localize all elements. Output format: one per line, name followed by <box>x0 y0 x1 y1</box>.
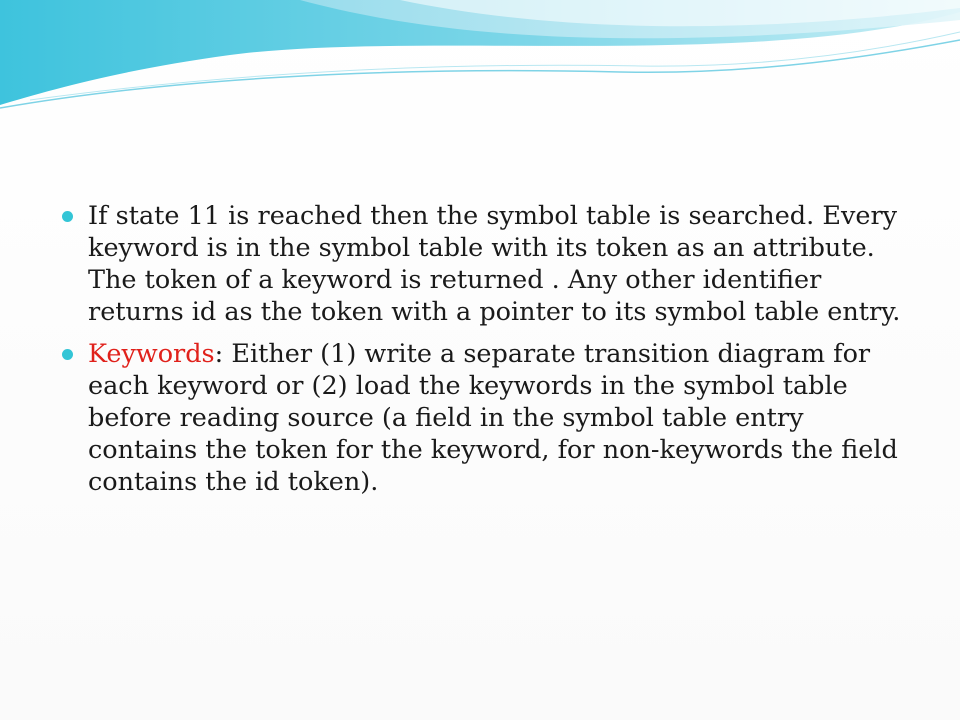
keyword-highlight: Keywords <box>88 339 215 369</box>
bullet-dot-icon <box>62 211 73 222</box>
bullet-dot-icon <box>62 349 73 360</box>
slide-body <box>58 200 908 508</box>
bullet-1-text: If state 11 is reached then the symbol table is searched. Every keyword is in the symbol table with its token as an attribute. The token of a keyword is returned . Any other identifier returns id as the token with a pointer to its symbol table entry. <box>88 201 901 327</box>
header-wave-decoration <box>0 0 960 115</box>
bullet-2-text: : Either (1) write a separate transition diagram for each keyword or (2) load the keywords in the symbol table before reading source (a field in the symbol table entry contains the token for the keyword, for non-keywords the field contains the id token). <box>88 339 898 497</box>
bullet-item-1 <box>58 200 908 328</box>
bullet-item-2 <box>58 338 908 498</box>
